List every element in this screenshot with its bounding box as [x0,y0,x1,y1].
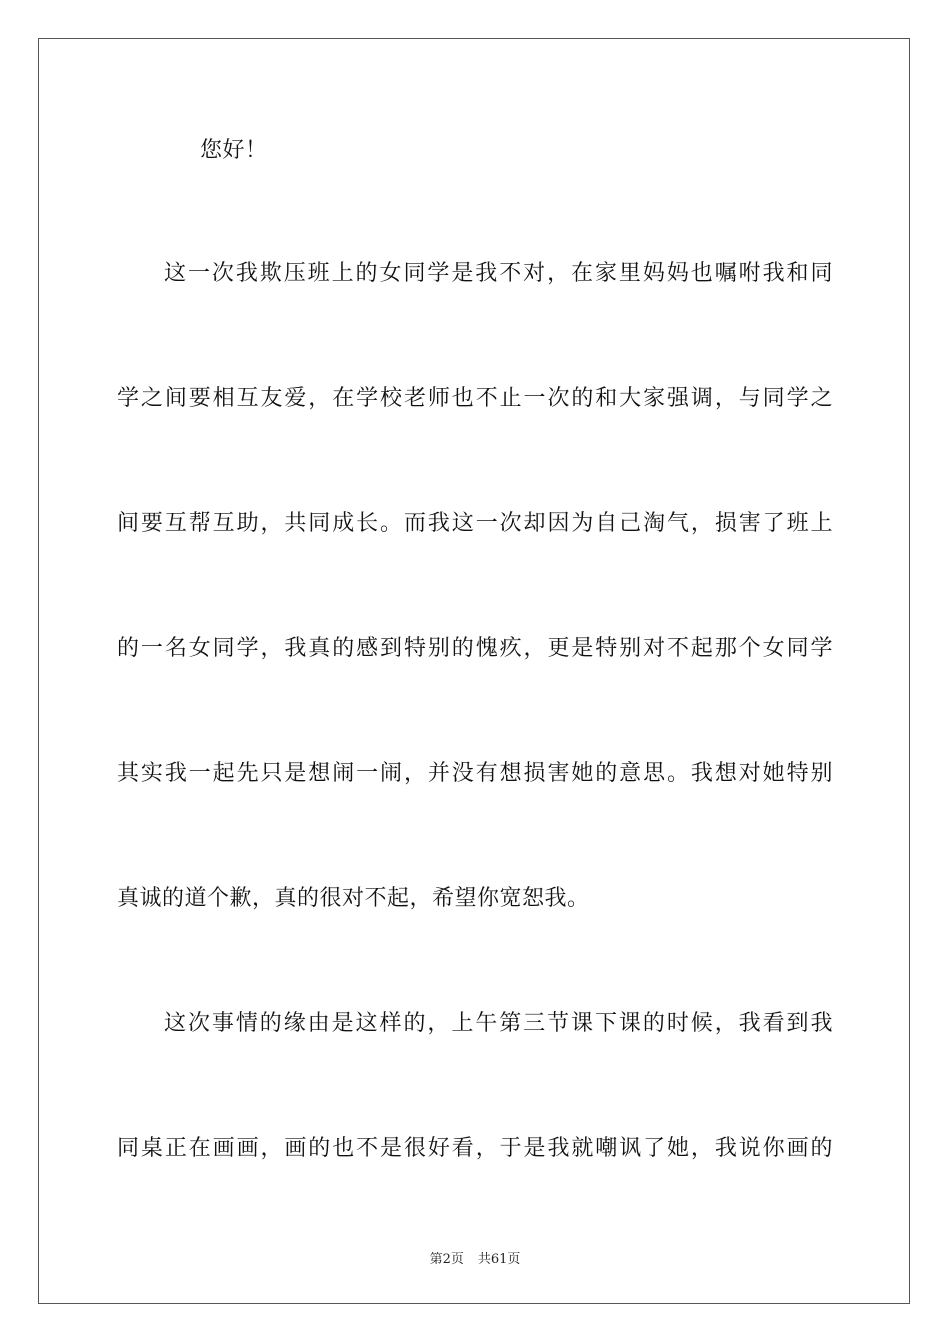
greeting-line: 您好！ [200,138,268,163]
paragraph-1-line-2: 学之间要相互友爱，在学校老师也不止一次的和大家强调，与同学之 [117,386,833,411]
paragraph-1-line-6: 真诚的道个歉，真的很对不起，希望你宽恕我。 [117,886,590,911]
page-number: 第2页 [429,1252,464,1267]
paragraph-2-line-2: 同桌正在画画，画的也不是很好看，于是我就嘲讽了她，我说你画的 [117,1136,833,1161]
paragraph-1-line-5: 其实我一起先只是想闹一闹，并没有想损害她的意思。我想对她特别 [117,761,833,786]
paragraph-1-line-1: 这一次我欺压班上的女同学是我不对，在家里妈妈也嘱咐我和同 [164,261,833,286]
paragraph-1-line-3: 间要互帮互助，共同成长。而我这一次却因为自己淘气，损害了班上 [117,511,833,536]
page-footer [0,1248,950,1267]
paragraph-1-line-4: 的一名女同学，我真的感到特别的愧疚，更是特别对不起那个女同学 [117,636,833,661]
page-total: 共61页 [477,1252,521,1267]
paragraph-2-line-1: 这次事情的缘由是这样的，上午第三节课下课的时候，我看到我 [164,1011,833,1036]
page-border [38,38,910,1304]
